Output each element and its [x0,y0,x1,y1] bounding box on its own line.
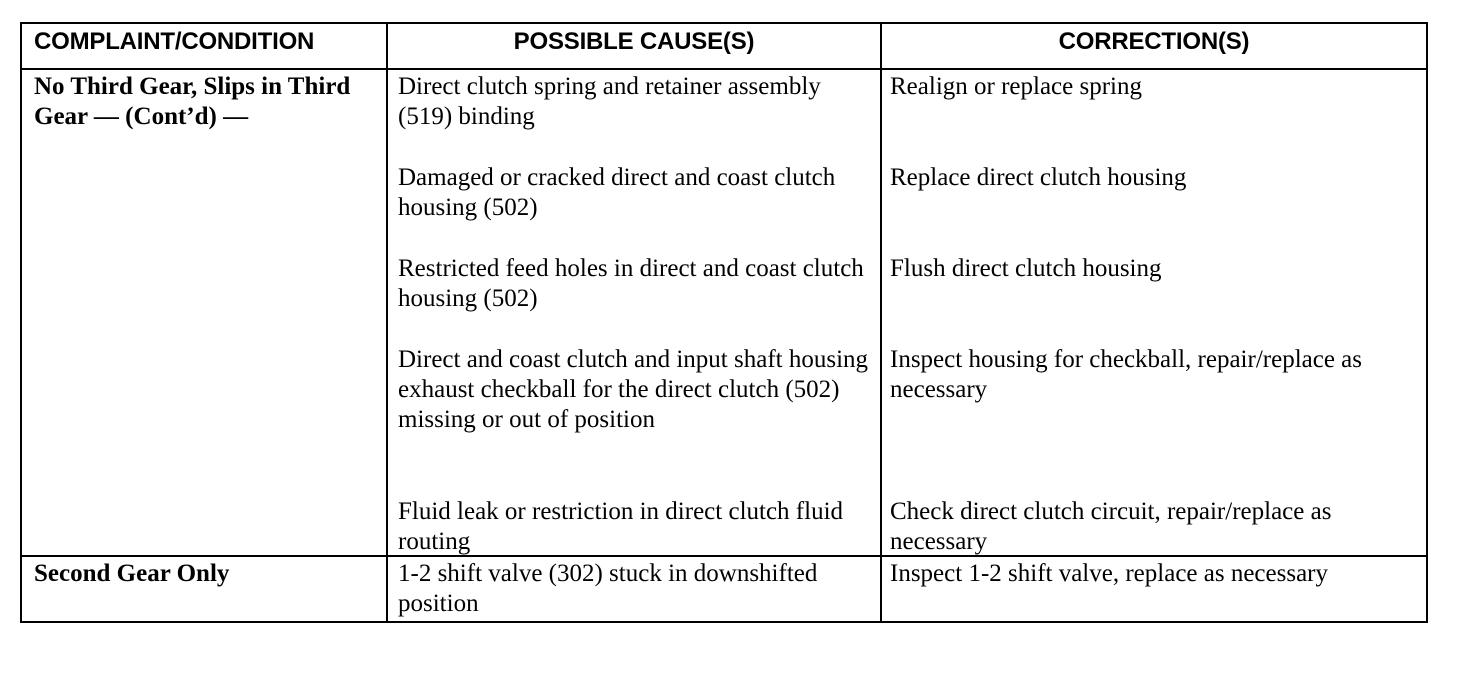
condition-cell: No Third Gear, Slips in Third Gear — (Cont’d) — [21,69,387,556]
cause-entry: Direct clutch spring and retainer assembly (519) binding [398,73,821,130]
cause-entry: Damaged or cracked direct and coast clutch housing (502) [398,164,836,221]
correction-cell [881,69,1427,556]
table-row [21,69,1427,556]
header-condition: COMPLAINT/CONDITION [21,23,387,69]
correction-entry: Realign or replace spring [890,73,1142,100]
diagnosis-table [20,22,1428,623]
condition-cell: Second Gear Only [21,556,387,622]
cause-cell [387,556,881,622]
cause-entry: 1-2 shift valve (302) stuck in downshifted position [398,560,818,617]
table-row [21,556,1427,622]
cause-entry: Restricted feed holes in direct and coast clutch housing (502) [398,255,864,312]
correction-entry: Replace direct clutch housing [890,164,1187,191]
header-cause: POSSIBLE CAUSE(S) [387,23,881,69]
correction-entry: Flush direct clutch housing [890,255,1162,282]
correction-entry: Check direct clutch circuit, repair/replace as necessary [890,498,1332,555]
cause-cell [387,69,881,556]
header-row [21,23,1427,69]
cause-entry: Fluid leak or restriction in direct clutch fluid routing [398,498,844,555]
cause-entry: Direct and coast clutch and input shaft housing exhaust checkball for the direct clutch (502) missing or out of position [398,346,869,433]
correction-cell [881,556,1427,622]
header-correction: CORRECTION(S) [881,23,1427,69]
correction-entry: Inspect 1-2 shift valve, replace as necessary [890,560,1329,587]
correction-entry: Inspect housing for checkball, repair/replace as necessary [890,346,1363,403]
